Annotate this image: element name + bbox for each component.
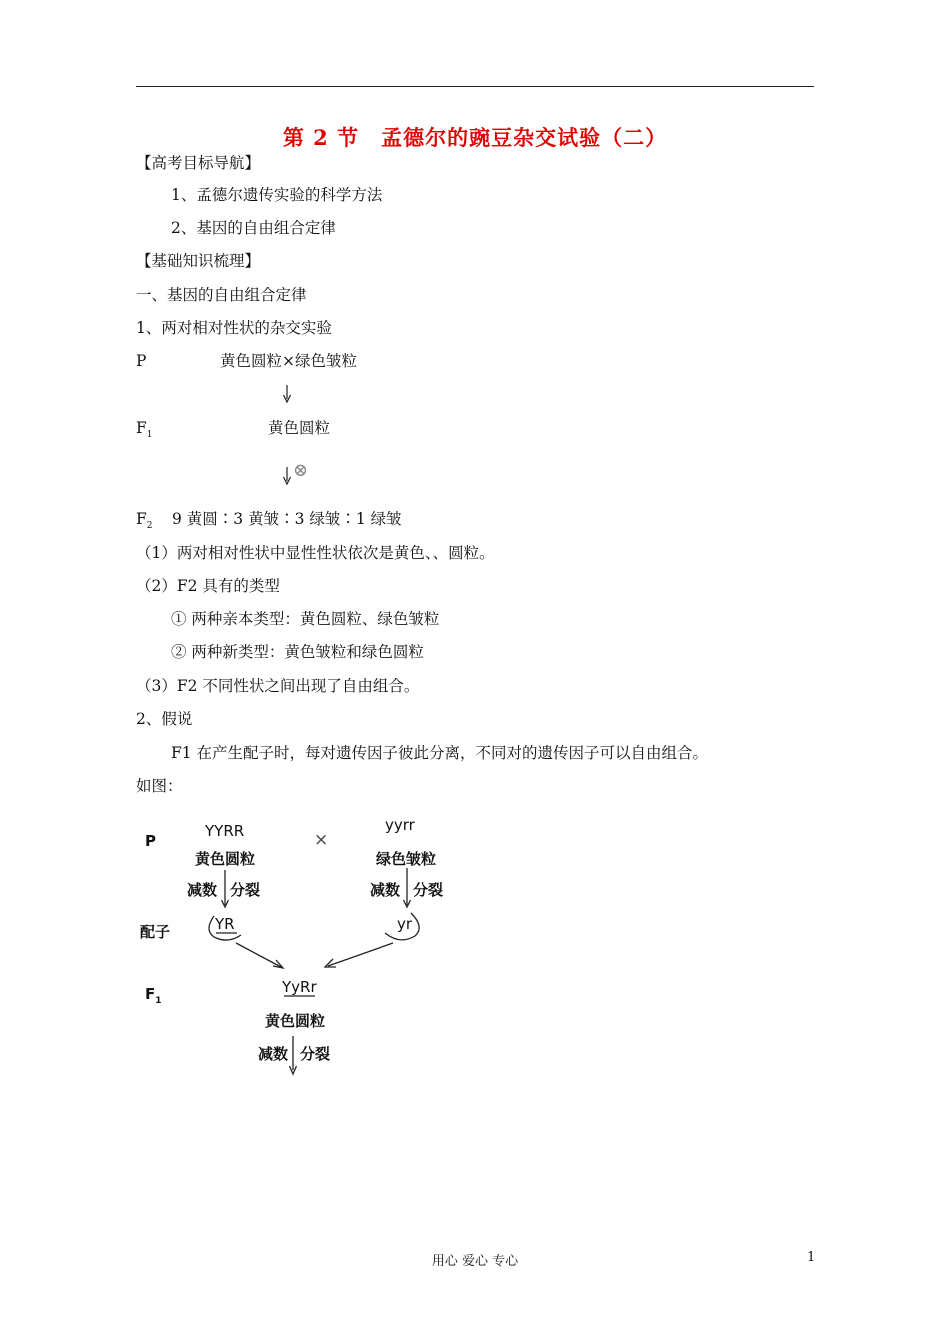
section-heading: 一、基因的自由组合定律 — [136, 286, 307, 304]
hypothesis-heading: 2、假说 — [136, 710, 193, 728]
subsection-heading: 1、两对相对性状的杂交实验 — [136, 319, 332, 337]
target-heading: 【高考目标导航】 — [136, 154, 261, 172]
f2-ratio: 9 黄圆∶3 黄皱∶3 绿皱∶1 绿皱 — [172, 510, 402, 528]
f1-meiosis-label-b: 分裂 — [300, 1045, 331, 1063]
f1-genotype: YyRr — [282, 978, 317, 996]
p-cross-text: 黄色圆粒×绿色皱粒 — [220, 352, 357, 370]
left-gamete-circle — [209, 916, 241, 940]
f1-phenotype: 黄色圆粒 — [265, 1012, 326, 1030]
p-label: P — [136, 352, 147, 370]
left-meiosis-label-a: 减数 — [187, 881, 218, 899]
f2-label: $F_2$ — [136, 510, 153, 531]
right-meiosis-label-b: 分裂 — [413, 881, 444, 899]
right-gamete: yr — [397, 915, 413, 933]
f1-text: 黄色圆粒 — [268, 419, 331, 437]
f1-label: $F_1$ — [136, 419, 153, 440]
cross-symbol: × — [314, 830, 329, 850]
right-gamete-circle — [385, 913, 419, 940]
left-meiosis-label-b: 分裂 — [230, 881, 261, 899]
selfing-icon: ⊗ — [293, 460, 309, 481]
left-gamete: YR — [215, 915, 235, 933]
basics-heading: 【基础知识梳理】 — [136, 252, 261, 270]
right-parent-genotype: yyrr — [385, 816, 415, 834]
hypothesis-text: F1 在产生配子时，每对遗传因子彼此分离，不同对的遗传因子可以自由组合。 — [171, 744, 709, 762]
left-parent-phenotype: 黄色圆粒 — [195, 850, 256, 868]
target-item-1: 1、孟德尔遗传实验的科学方法 — [171, 186, 383, 204]
page-title: 第 2 节 孟德尔的豌豆杂交试验（二） — [282, 125, 668, 150]
right-meiosis-label-a: 减数 — [370, 881, 401, 899]
target-item-2: 2、基因的自由组合定律 — [171, 219, 336, 237]
diagram-f1-label: $F_1$ — [145, 985, 162, 1006]
point-1: （1）两对相对性状中显性性状依次是黄色、、圆粒。 — [136, 544, 495, 562]
left-parent-genotype: YYRR — [205, 822, 245, 840]
figure-intro: 如图： — [136, 777, 183, 795]
page-number: 1 — [807, 1250, 816, 1265]
diagram-p-label: P — [145, 832, 156, 850]
point-2-item-1: ① 两种亲本类型：黄色圆粒、绿色皱粒 — [171, 610, 440, 628]
point-2: （2）F2 具有的类型 — [136, 577, 280, 595]
f1-meiosis-label-a: 减数 — [258, 1045, 289, 1063]
point-2-item-2: ② 两种新类型：黄色皱粒和绿色圆粒 — [171, 643, 424, 661]
footer-text: 用心 爱心 专心 — [431, 1254, 519, 1269]
gamete-label: 配子 — [140, 923, 171, 941]
right-parent-phenotype: 绿色皱粒 — [376, 850, 437, 868]
point-3: （3）F2 不同性状之间出现了自由组合。 — [136, 677, 420, 695]
